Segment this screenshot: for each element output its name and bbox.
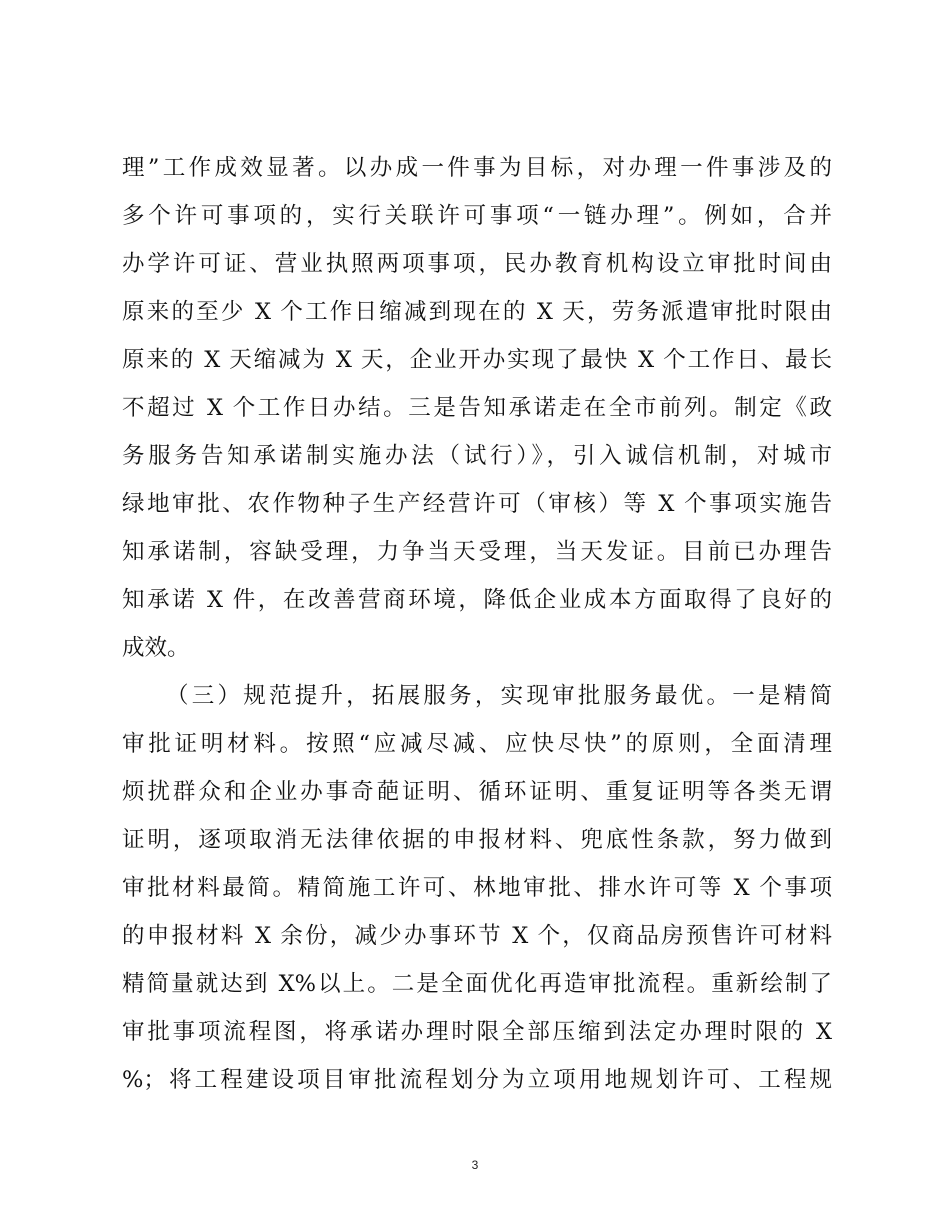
text-line: 成效。 [122,635,190,661]
text-line: 知承诺 X 件，在改善营商环境，降低企业成本方面取得了良好的 [122,587,832,613]
page-number: 3 [471,1158,479,1172]
text-line: 审批事项流程图，将承诺办理时限全部压缩到法定办理时限的 X [122,1019,832,1045]
text-line: 理”工作成效显著。以办成一件事为目标，对办理一件事涉及的 [122,155,832,181]
text-line: 知承诺制，容缺受理，力争当天受理，当天发证。目前已办理告 [122,539,832,565]
text-line: 务服务告知承诺制实施办法（试行）》，引入诚信机制，对城市 [122,443,832,469]
text-line: 的申报材料 X 余份，减少办事环节 X 个，仅商品房预售许可材料 [122,923,832,949]
section-heading-line: （三）规范提升，拓展服务，实现审批服务最优。一是精简 [166,683,832,709]
text-line: 精简量就达到 X%以上。二是全面优化再造审批流程。重新绘制了 [122,971,832,997]
text-line: 原来的至少 X 个工作日缩减到现在的 X 天，劳务派遣审批时限由 [122,299,832,325]
text-line: 审批材料最简。精简施工许可、林地审批、排水许可等 X 个事项 [122,875,832,901]
text-line: 证明，逐项取消无法律依据的申报材料、兜底性条款，努力做到 [122,827,832,853]
text-line: 原来的 X 天缩减为 X 天，企业开办实现了最快 X 个工作日、最长 [122,347,832,373]
text-line: 办学许可证、营业执照两项事项，民办教育机构设立审批时间由 [122,251,832,277]
text-line: 审批证明材料。按照“应减尽减、应快尽快”的原则，全面清理 [122,731,832,757]
body-text [122,144,832,1104]
text-line: 不超过 X 个工作日办结。三是告知承诺走在全市前列。制定《政 [122,395,832,421]
text-line: 烦扰群众和企业办事奇葩证明、循环证明、重复证明等各类无谓 [122,779,832,805]
text-line: 绿地审批、农作物种子生产经营许可（审核）等 X 个事项实施告 [122,491,832,517]
text-line: 多个许可事项的，实行关联许可事项“一链办理”。例如，合并 [122,203,832,229]
text-line: %；将工程建设项目审批流程划分为立项用地规划许可、工程规 [122,1067,832,1093]
